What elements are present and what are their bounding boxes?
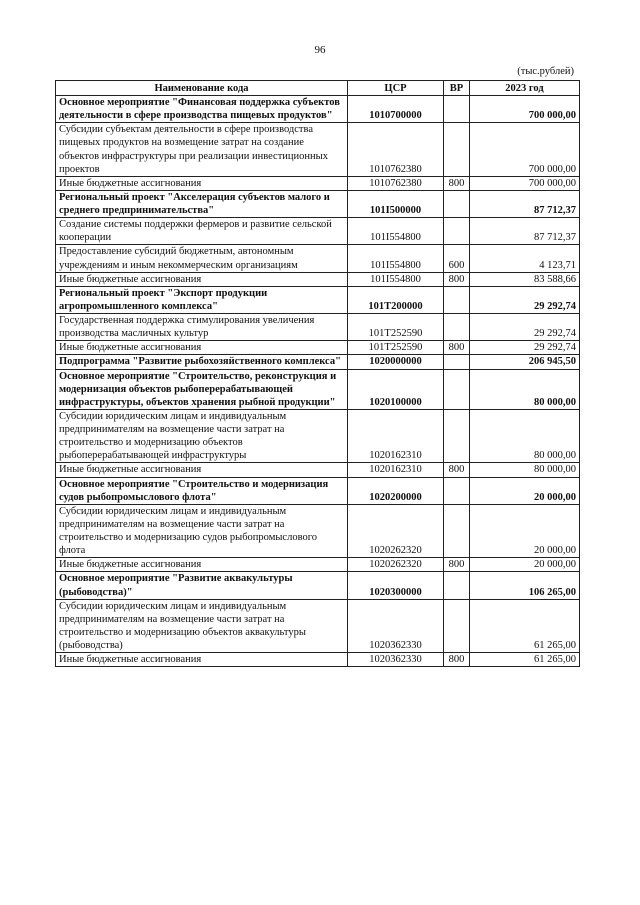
table-row <box>56 558 580 572</box>
cell-vr: 800 <box>444 272 470 286</box>
cell-sum: 87 712,37 <box>470 218 580 245</box>
table-row <box>56 245 580 272</box>
table-row <box>56 369 580 409</box>
cell-vr <box>444 572 470 599</box>
units-label: (тыс.рублей) <box>517 66 574 77</box>
table-body <box>56 96 580 667</box>
cell-vr <box>444 218 470 245</box>
cell-csr: 1020100000 <box>348 369 444 409</box>
cell-vr: 600 <box>444 245 470 272</box>
cell-csr: 1010762380 <box>348 176 444 190</box>
header-vr: ВР <box>444 81 470 96</box>
cell-sum: 106 265,00 <box>470 572 580 599</box>
cell-name: Иные бюджетные ассигнования <box>56 176 348 190</box>
cell-csr: 101I554800 <box>348 245 444 272</box>
cell-sum: 29 292,74 <box>470 314 580 341</box>
cell-name: Региональный проект "Акселерация субъектов малого и среднего предпринимательства" <box>56 190 348 217</box>
cell-csr: 1020162310 <box>348 463 444 477</box>
cell-vr <box>444 477 470 504</box>
cell-csr: 1010700000 <box>348 96 444 123</box>
cell-name: Субсидии субъектам деятельности в сфере производства пищевых продуктов на возмещение затрат на создание объектов инфраструктуры при реализации инвестиционных проектов <box>56 123 348 177</box>
cell-sum: 4 123,71 <box>470 245 580 272</box>
cell-csr: 101T252590 <box>348 314 444 341</box>
cell-vr <box>444 123 470 177</box>
cell-sum: 87 712,37 <box>470 190 580 217</box>
cell-sum: 61 265,00 <box>470 653 580 667</box>
cell-sum: 700 000,00 <box>470 96 580 123</box>
table-row <box>56 355 580 369</box>
cell-name: Основное мероприятие "Строительство, реконструкция и модернизация объектов рыбоперерабатывающей инфраструктуры, объектов хранения рыбной продукции" <box>56 369 348 409</box>
cell-name: Основное мероприятие "Строительство и модернизация судов рыбопромыслового флота" <box>56 477 348 504</box>
cell-csr: 101T200000 <box>348 286 444 313</box>
table-row <box>56 190 580 217</box>
budget-table <box>55 80 580 667</box>
cell-name: Иные бюджетные ассигнования <box>56 272 348 286</box>
cell-vr <box>444 409 470 463</box>
table-row <box>56 341 580 355</box>
cell-sum: 29 292,74 <box>470 341 580 355</box>
table-row <box>56 286 580 313</box>
cell-csr: 1020000000 <box>348 355 444 369</box>
cell-vr <box>444 96 470 123</box>
table-row <box>56 176 580 190</box>
cell-name: Региональный проект "Экспорт продукции агропромышленного комплекса" <box>56 286 348 313</box>
page-number: 96 <box>314 44 326 56</box>
table-row <box>56 218 580 245</box>
cell-name: Иные бюджетные ассигнования <box>56 653 348 667</box>
table-row <box>56 572 580 599</box>
cell-vr <box>444 190 470 217</box>
cell-name: Иные бюджетные ассигнования <box>56 463 348 477</box>
cell-vr: 800 <box>444 341 470 355</box>
cell-vr: 800 <box>444 558 470 572</box>
cell-vr <box>444 314 470 341</box>
cell-name: Государственная поддержка стимулирования увеличения производства масличных культур <box>56 314 348 341</box>
header-csr: ЦСР <box>348 81 444 96</box>
header-year: 2023 год <box>470 81 580 96</box>
cell-name: Субсидии юридическим лицам и индивидуальным предпринимателям на возмещение части затрат на строительство и модернизацию судов рыбопромыслового флота <box>56 504 348 558</box>
table-row <box>56 123 580 177</box>
cell-name: Создание системы поддержки фермеров и развитие сельской кооперации <box>56 218 348 245</box>
cell-vr <box>444 355 470 369</box>
cell-vr: 800 <box>444 176 470 190</box>
cell-csr: 1020362330 <box>348 653 444 667</box>
table-row <box>56 409 580 463</box>
cell-csr: 101I554800 <box>348 218 444 245</box>
cell-csr: 1010762380 <box>348 123 444 177</box>
cell-csr: 1020362330 <box>348 599 444 653</box>
cell-csr: 1020200000 <box>348 477 444 504</box>
cell-sum: 700 000,00 <box>470 123 580 177</box>
cell-sum: 29 292,74 <box>470 286 580 313</box>
table-row <box>56 96 580 123</box>
table-header-row <box>56 81 580 96</box>
cell-name: Основное мероприятие "Финансовая поддержка субъектов деятельности в сфере производства пищевых продуктов" <box>56 96 348 123</box>
table-row <box>56 463 580 477</box>
cell-name: Основное мероприятие "Развитие аквакультуры (рыбоводства)" <box>56 572 348 599</box>
cell-name: Подпрограмма "Развитие рыбохозяйственного комплекса" <box>56 355 348 369</box>
cell-sum: 80 000,00 <box>470 369 580 409</box>
cell-sum: 61 265,00 <box>470 599 580 653</box>
cell-name: Предоставление субсидий бюджетным, автономным учреждениям и иным некоммерческим организациям <box>56 245 348 272</box>
cell-csr: 101T252590 <box>348 341 444 355</box>
cell-name: Субсидии юридическим лицам и индивидуальным предпринимателям на возмещение части затрат на строительство и модернизацию объектов аквакультуры (рыбоводства) <box>56 599 348 653</box>
cell-sum: 80 000,00 <box>470 463 580 477</box>
cell-csr: 1020262320 <box>348 504 444 558</box>
table-row <box>56 599 580 653</box>
cell-vr <box>444 504 470 558</box>
cell-vr <box>444 369 470 409</box>
cell-csr: 101I554800 <box>348 272 444 286</box>
table-row <box>56 504 580 558</box>
cell-vr: 800 <box>444 463 470 477</box>
cell-sum: 700 000,00 <box>470 176 580 190</box>
cell-sum: 20 000,00 <box>470 558 580 572</box>
cell-vr <box>444 286 470 313</box>
cell-csr: 1020262320 <box>348 558 444 572</box>
cell-csr: 1020162310 <box>348 409 444 463</box>
cell-sum: 20 000,00 <box>470 504 580 558</box>
table-row <box>56 653 580 667</box>
cell-sum: 83 588,66 <box>470 272 580 286</box>
header-name: Наименование кода <box>56 81 348 96</box>
cell-name: Иные бюджетные ассигнования <box>56 341 348 355</box>
cell-vr <box>444 599 470 653</box>
cell-csr: 101I500000 <box>348 190 444 217</box>
table-row <box>56 477 580 504</box>
cell-sum: 20 000,00 <box>470 477 580 504</box>
cell-sum: 80 000,00 <box>470 409 580 463</box>
cell-name: Иные бюджетные ассигнования <box>56 558 348 572</box>
table-row <box>56 272 580 286</box>
cell-csr: 1020300000 <box>348 572 444 599</box>
table-row <box>56 314 580 341</box>
cell-vr: 800 <box>444 653 470 667</box>
cell-sum: 206 945,50 <box>470 355 580 369</box>
cell-name: Субсидии юридическим лицам и индивидуальным предпринимателям на возмещение части затрат на строительство и модернизацию объектов рыбоперерабатывающей инфраструктуры <box>56 409 348 463</box>
